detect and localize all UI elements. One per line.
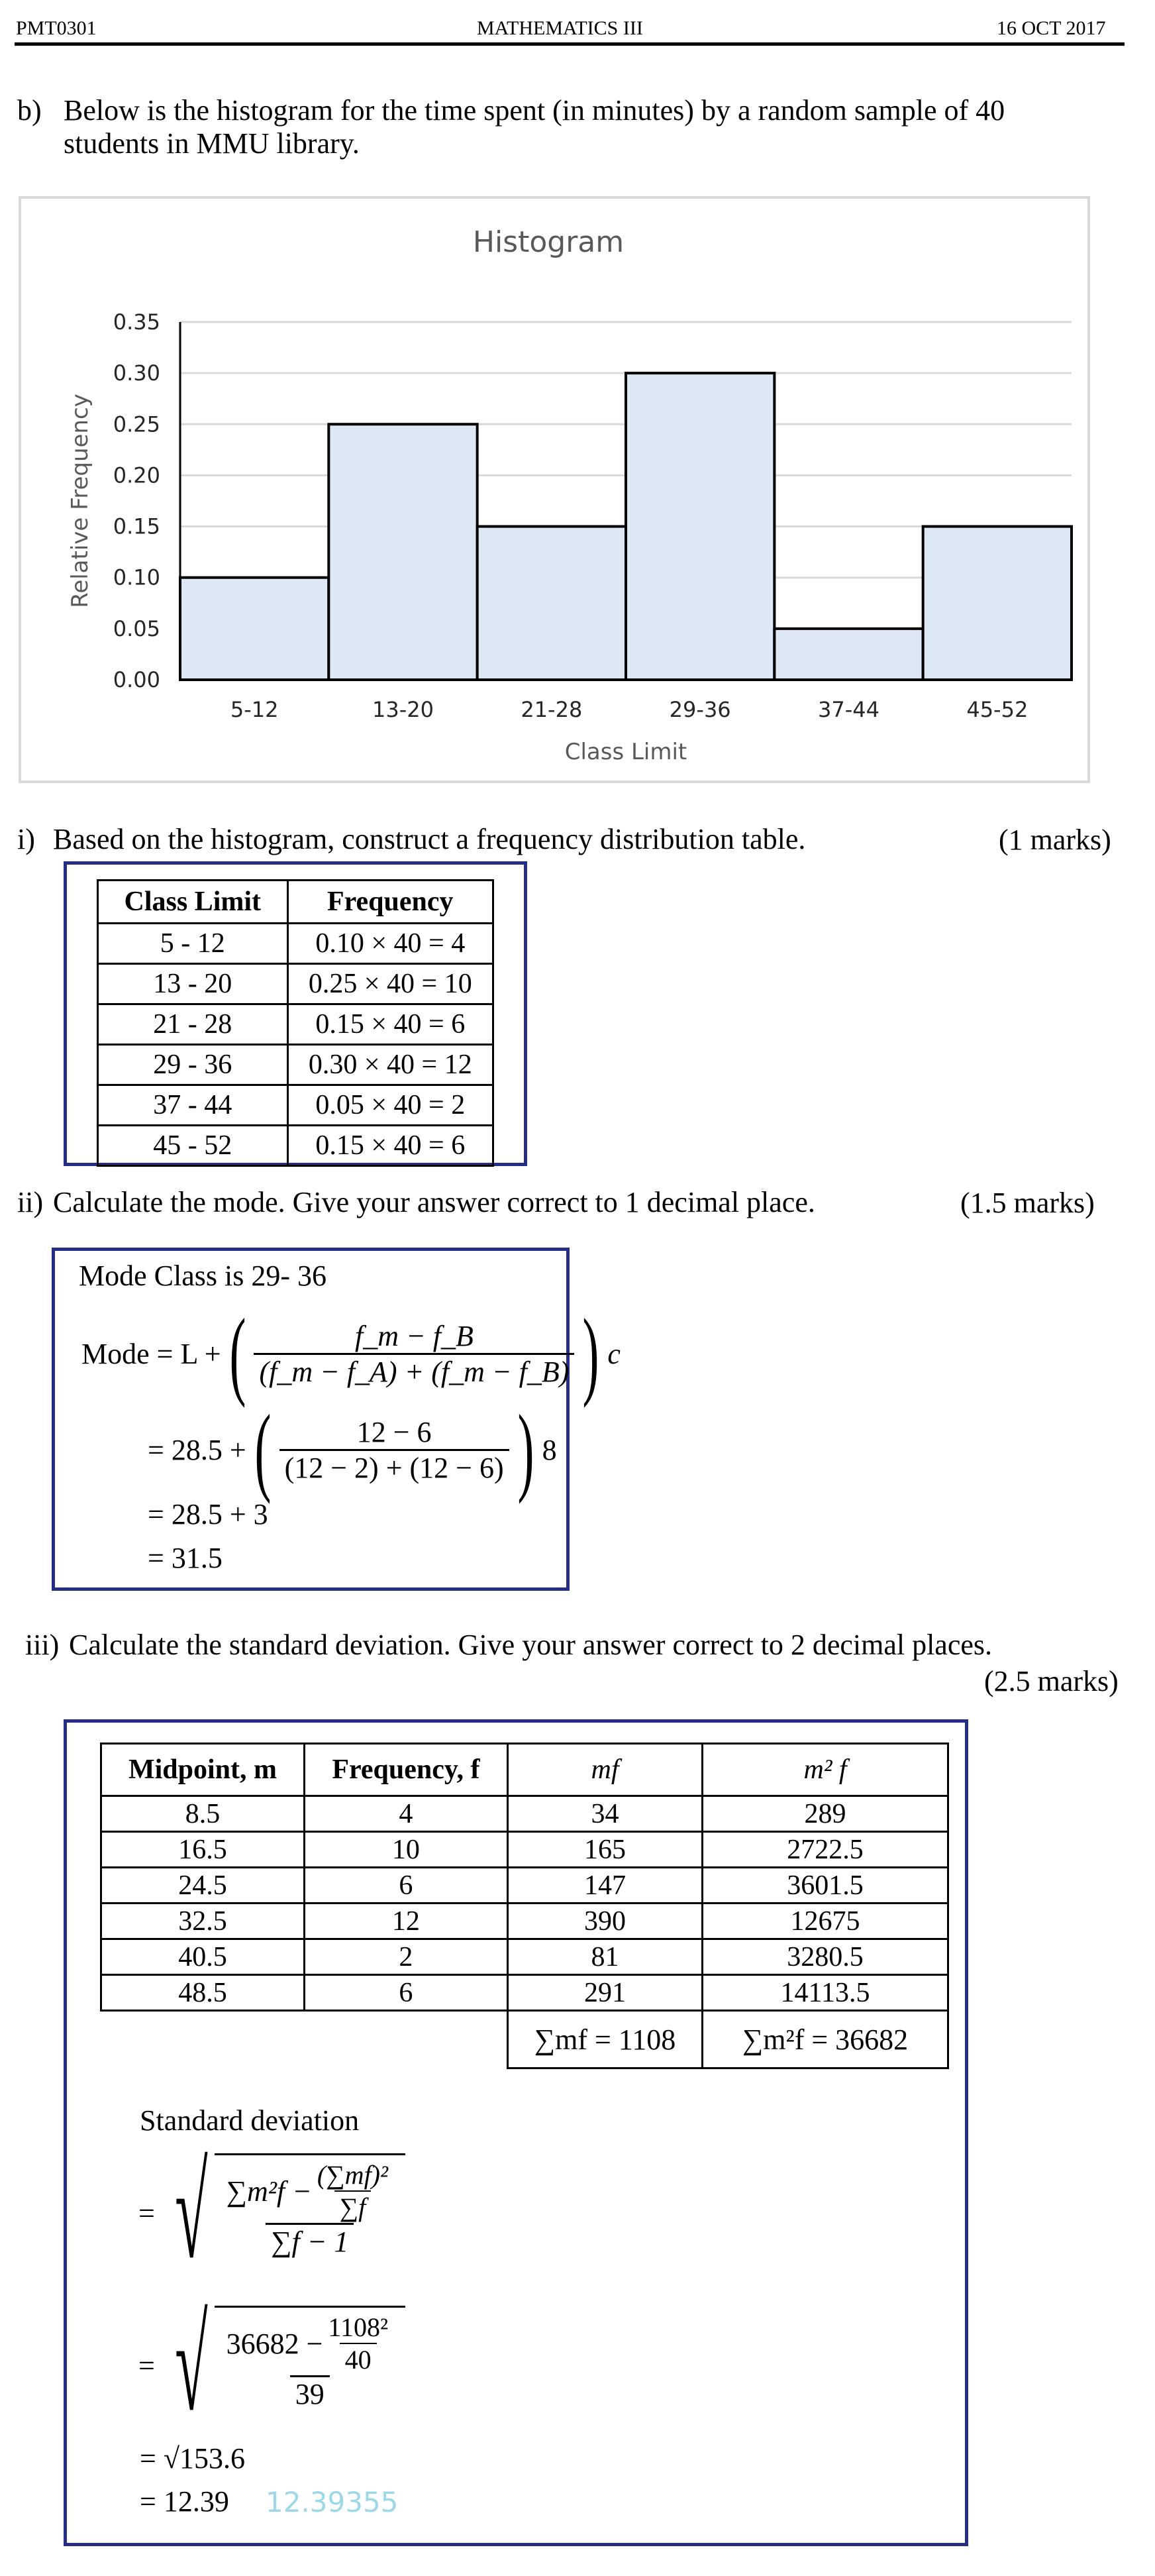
y-axis-label: Relative Frequency	[67, 394, 93, 608]
class-limit-cell: 45 - 52	[98, 1126, 288, 1166]
frequency-cell: 0.15 × 40 = 6	[287, 1004, 493, 1045]
x-tick-label: 37-44	[818, 697, 879, 722]
exam-date: 16 OCT 2017	[997, 17, 1106, 39]
mode-step1	[148, 1395, 557, 1505]
frequency-cell: 6	[304, 1975, 507, 2011]
class-limit-cell: 37 - 44	[98, 1085, 288, 1126]
table-row	[101, 1796, 948, 1832]
part-i-label: i)	[17, 823, 35, 855]
histogram-bar-45-52	[923, 527, 1072, 680]
header-frequency: Frequency, f	[304, 1744, 507, 1796]
question-b-line2: students in MMU library.	[64, 127, 360, 160]
mode-formula-lhs: Mode = L +	[81, 1337, 221, 1370]
part-i-marks: (1 marks)	[999, 824, 1111, 856]
histogram-bar-5-12	[180, 578, 328, 680]
y-tick-label: 0.05	[113, 616, 160, 641]
m2f-cell: 289	[703, 1796, 948, 1832]
mode-formula-denominator: (f_m − f_A) + (f_m − f_B)	[254, 1353, 574, 1389]
sd-step1-top-left: 36682 −	[226, 2327, 323, 2360]
x-tick-label: 21-28	[521, 697, 583, 722]
course-code: PMT0301	[16, 17, 97, 39]
sd-formula-denominator: ∑f − 1	[266, 2223, 354, 2259]
histogram-bar-37-44	[774, 629, 923, 680]
chart-title: Histogram	[472, 225, 625, 259]
mf-cell: 34	[507, 1796, 702, 1832]
sd-step1-radical	[155, 2292, 405, 2438]
y-tick-label: 0.00	[113, 667, 160, 692]
equals-sign: =	[138, 2196, 155, 2229]
part-iii-answer-box	[64, 1719, 968, 2546]
frequency-cell: 10	[304, 1832, 507, 1868]
right-paren: )	[517, 1395, 534, 1505]
mf-cell: 81	[507, 1939, 702, 1975]
x-axis-label: Class Limit	[564, 739, 687, 765]
frequency-cell: 6	[304, 1868, 507, 1904]
sd-step1	[138, 2292, 405, 2438]
mode-step1-denominator: (12 − 2) + (12 − 6)	[279, 1449, 509, 1485]
mode-formula	[81, 1299, 621, 1409]
mf-cell: 390	[507, 1904, 702, 1939]
sd-formula-top-left: ∑m²f −	[226, 2174, 312, 2208]
sd-step1-inner-den: 40	[340, 2343, 377, 2375]
table-row	[98, 1126, 493, 1166]
sd-formula-radical	[155, 2139, 405, 2286]
y-tick-label: 0.10	[113, 564, 160, 590]
left-paren: (	[229, 1299, 246, 1409]
mode-step1-lhs: = 28.5 +	[148, 1433, 246, 1466]
table-row	[101, 1975, 948, 2011]
part-i-answer-box	[64, 861, 527, 1166]
x-tick-label: 29-36	[669, 697, 731, 722]
frequency-cell: 0.30 × 40 = 12	[287, 1045, 493, 1085]
histogram-bar-21-28	[477, 527, 626, 680]
mode-step1-multiplier: 8	[542, 1433, 557, 1466]
sd-step2: = √153.6	[140, 2442, 245, 2475]
midpoint-cell: 8.5	[101, 1796, 305, 1832]
standard-deviation-table	[100, 1743, 949, 2069]
left-paren: (	[254, 1395, 272, 1505]
sum-m2f: ∑m²f = 36682	[703, 2011, 948, 2068]
header-midpoint: Midpoint, m	[101, 1744, 305, 1796]
table-row	[98, 1045, 493, 1085]
y-tick-label: 0.30	[113, 360, 160, 386]
header-class-limit: Class Limit	[98, 881, 288, 924]
m2f-cell: 3601.5	[703, 1868, 948, 1904]
sd-step1-radicand	[215, 2306, 405, 2425]
question-b-label: b)	[17, 94, 42, 127]
class-limit-cell: 5 - 12	[98, 924, 288, 964]
class-limit-cell: 21 - 28	[98, 1004, 288, 1045]
part-i-question: Based on the histogram, construct a frequency distribution table.	[53, 823, 806, 855]
m2f-cell: 3280.5	[703, 1939, 948, 1975]
table-row	[98, 1085, 493, 1126]
mf-cell: 147	[507, 1868, 702, 1904]
midpoint-cell: 40.5	[101, 1939, 305, 1975]
table-row	[101, 1832, 948, 1868]
table-row	[101, 1868, 948, 1904]
histogram-bar-13-20	[328, 424, 477, 680]
midpoint-cell: 48.5	[101, 1975, 305, 2011]
part-ii-answer-box	[52, 1248, 621, 1591]
y-tick-label: 0.20	[113, 462, 160, 488]
header-rule	[15, 42, 1125, 46]
mode-formula-numerator: f_m − f_B	[355, 1319, 474, 1352]
histogram-bar-29-36	[626, 373, 774, 680]
part-iii-label: iii)	[25, 1629, 60, 1661]
m2f-cell: 12675	[703, 1904, 948, 1939]
empty-cell	[304, 2011, 507, 2068]
sd-step1-inner-fraction	[323, 2312, 393, 2375]
class-limit-cell: 13 - 20	[98, 964, 288, 1004]
part-ii-label: ii)	[17, 1186, 44, 1218]
sum-row	[101, 2011, 948, 2068]
midpoint-cell: 24.5	[101, 1868, 305, 1904]
part-ii-question: Calculate the mode. Give your answer correct to 1 decimal place.	[53, 1186, 815, 1218]
m2f-cell: 14113.5	[703, 1975, 948, 2011]
frequency-cell: 12	[304, 1904, 507, 1939]
header-mf: mf	[507, 1744, 702, 1796]
midpoint-cell: 16.5	[101, 1832, 305, 1868]
x-tick-label: 5-12	[230, 697, 279, 722]
table-row	[98, 924, 493, 964]
frequency-distribution-table	[97, 879, 494, 1167]
mode-result: = 31.5	[148, 1542, 223, 1574]
header-frequency: Frequency	[287, 881, 493, 924]
x-tick-label: 13-20	[372, 697, 434, 722]
frequency-cell: 0.15 × 40 = 6	[287, 1126, 493, 1166]
mf-cell: 165	[507, 1832, 702, 1868]
y-tick-label: 0.25	[113, 411, 160, 437]
sd-step1-numerator	[221, 2312, 399, 2375]
frequency-cell: 0.05 × 40 = 2	[287, 1085, 493, 1126]
part-ii-marks: (1.5 marks)	[960, 1187, 1095, 1219]
frequency-cell: 2	[304, 1939, 507, 1975]
mode-formula-fraction	[254, 1319, 574, 1389]
sd-formula-inner-den: ∑f	[334, 2190, 372, 2223]
sd-formula-inner-fraction	[312, 2159, 393, 2223]
sd-step1-inner-num: 1108²	[328, 2312, 388, 2342]
sd-formula	[138, 2139, 405, 2286]
question-b-line1: Below is the histogram for the time spent (in minutes) by a random sample of 40	[64, 94, 1005, 127]
mode-step1-fraction	[279, 1415, 509, 1485]
right-paren: )	[582, 1299, 599, 1409]
table-row	[98, 1004, 493, 1045]
sd-label: Standard deviation	[140, 2104, 360, 2137]
sqrt-icon: √	[175, 2292, 208, 2438]
m2f-cell: 2722.5	[703, 1832, 948, 1868]
header-m2f: m² f	[703, 1744, 948, 1796]
sqrt-icon: √	[175, 2139, 208, 2286]
frequency-cell: 4	[304, 1796, 507, 1832]
sum-mf: ∑mf = 1108	[507, 2011, 702, 2068]
course-title: MATHEMATICS III	[477, 17, 643, 39]
empty-cell	[101, 2011, 305, 2068]
calculator-note: 12.39355	[266, 2486, 399, 2518]
table-header-row	[98, 881, 493, 924]
table-row	[101, 1939, 948, 1975]
x-tick-label: 45-52	[966, 697, 1029, 722]
mode-formula-multiplier: c	[607, 1337, 621, 1370]
sd-formula-radicand	[215, 2153, 405, 2273]
table-row	[98, 964, 493, 1004]
mode-class-text: Mode Class is 29- 36	[79, 1260, 326, 1292]
class-limit-cell: 29 - 36	[98, 1045, 288, 1085]
mode-step2: = 28.5 + 3	[148, 1498, 268, 1530]
mf-cell: 291	[507, 1975, 702, 2011]
table-row	[101, 1904, 948, 1939]
histogram-svg	[21, 199, 1087, 780]
frequency-cell: 0.10 × 40 = 4	[287, 924, 493, 964]
sd-step1-denominator: 39	[290, 2375, 330, 2411]
frequency-cell: 0.25 × 40 = 10	[287, 964, 493, 1004]
histogram-chart	[19, 196, 1090, 783]
table-header-row	[101, 1744, 948, 1796]
sd-result: = 12.39	[140, 2485, 229, 2518]
part-iii-question: Calculate the standard deviation. Give your answer correct to 2 decimal places.	[69, 1629, 993, 1661]
sd-formula-inner-num: (∑mf)²	[317, 2160, 388, 2190]
mode-step1-numerator: 12 − 6	[356, 1415, 432, 1448]
sd-formula-numerator	[221, 2159, 399, 2223]
part-iii-marks: (2.5 marks)	[984, 1665, 1119, 1697]
y-tick-label: 0.35	[113, 309, 160, 335]
equals-sign: =	[138, 2349, 155, 2382]
midpoint-cell: 32.5	[101, 1904, 305, 1939]
y-tick-label: 0.15	[113, 513, 160, 539]
